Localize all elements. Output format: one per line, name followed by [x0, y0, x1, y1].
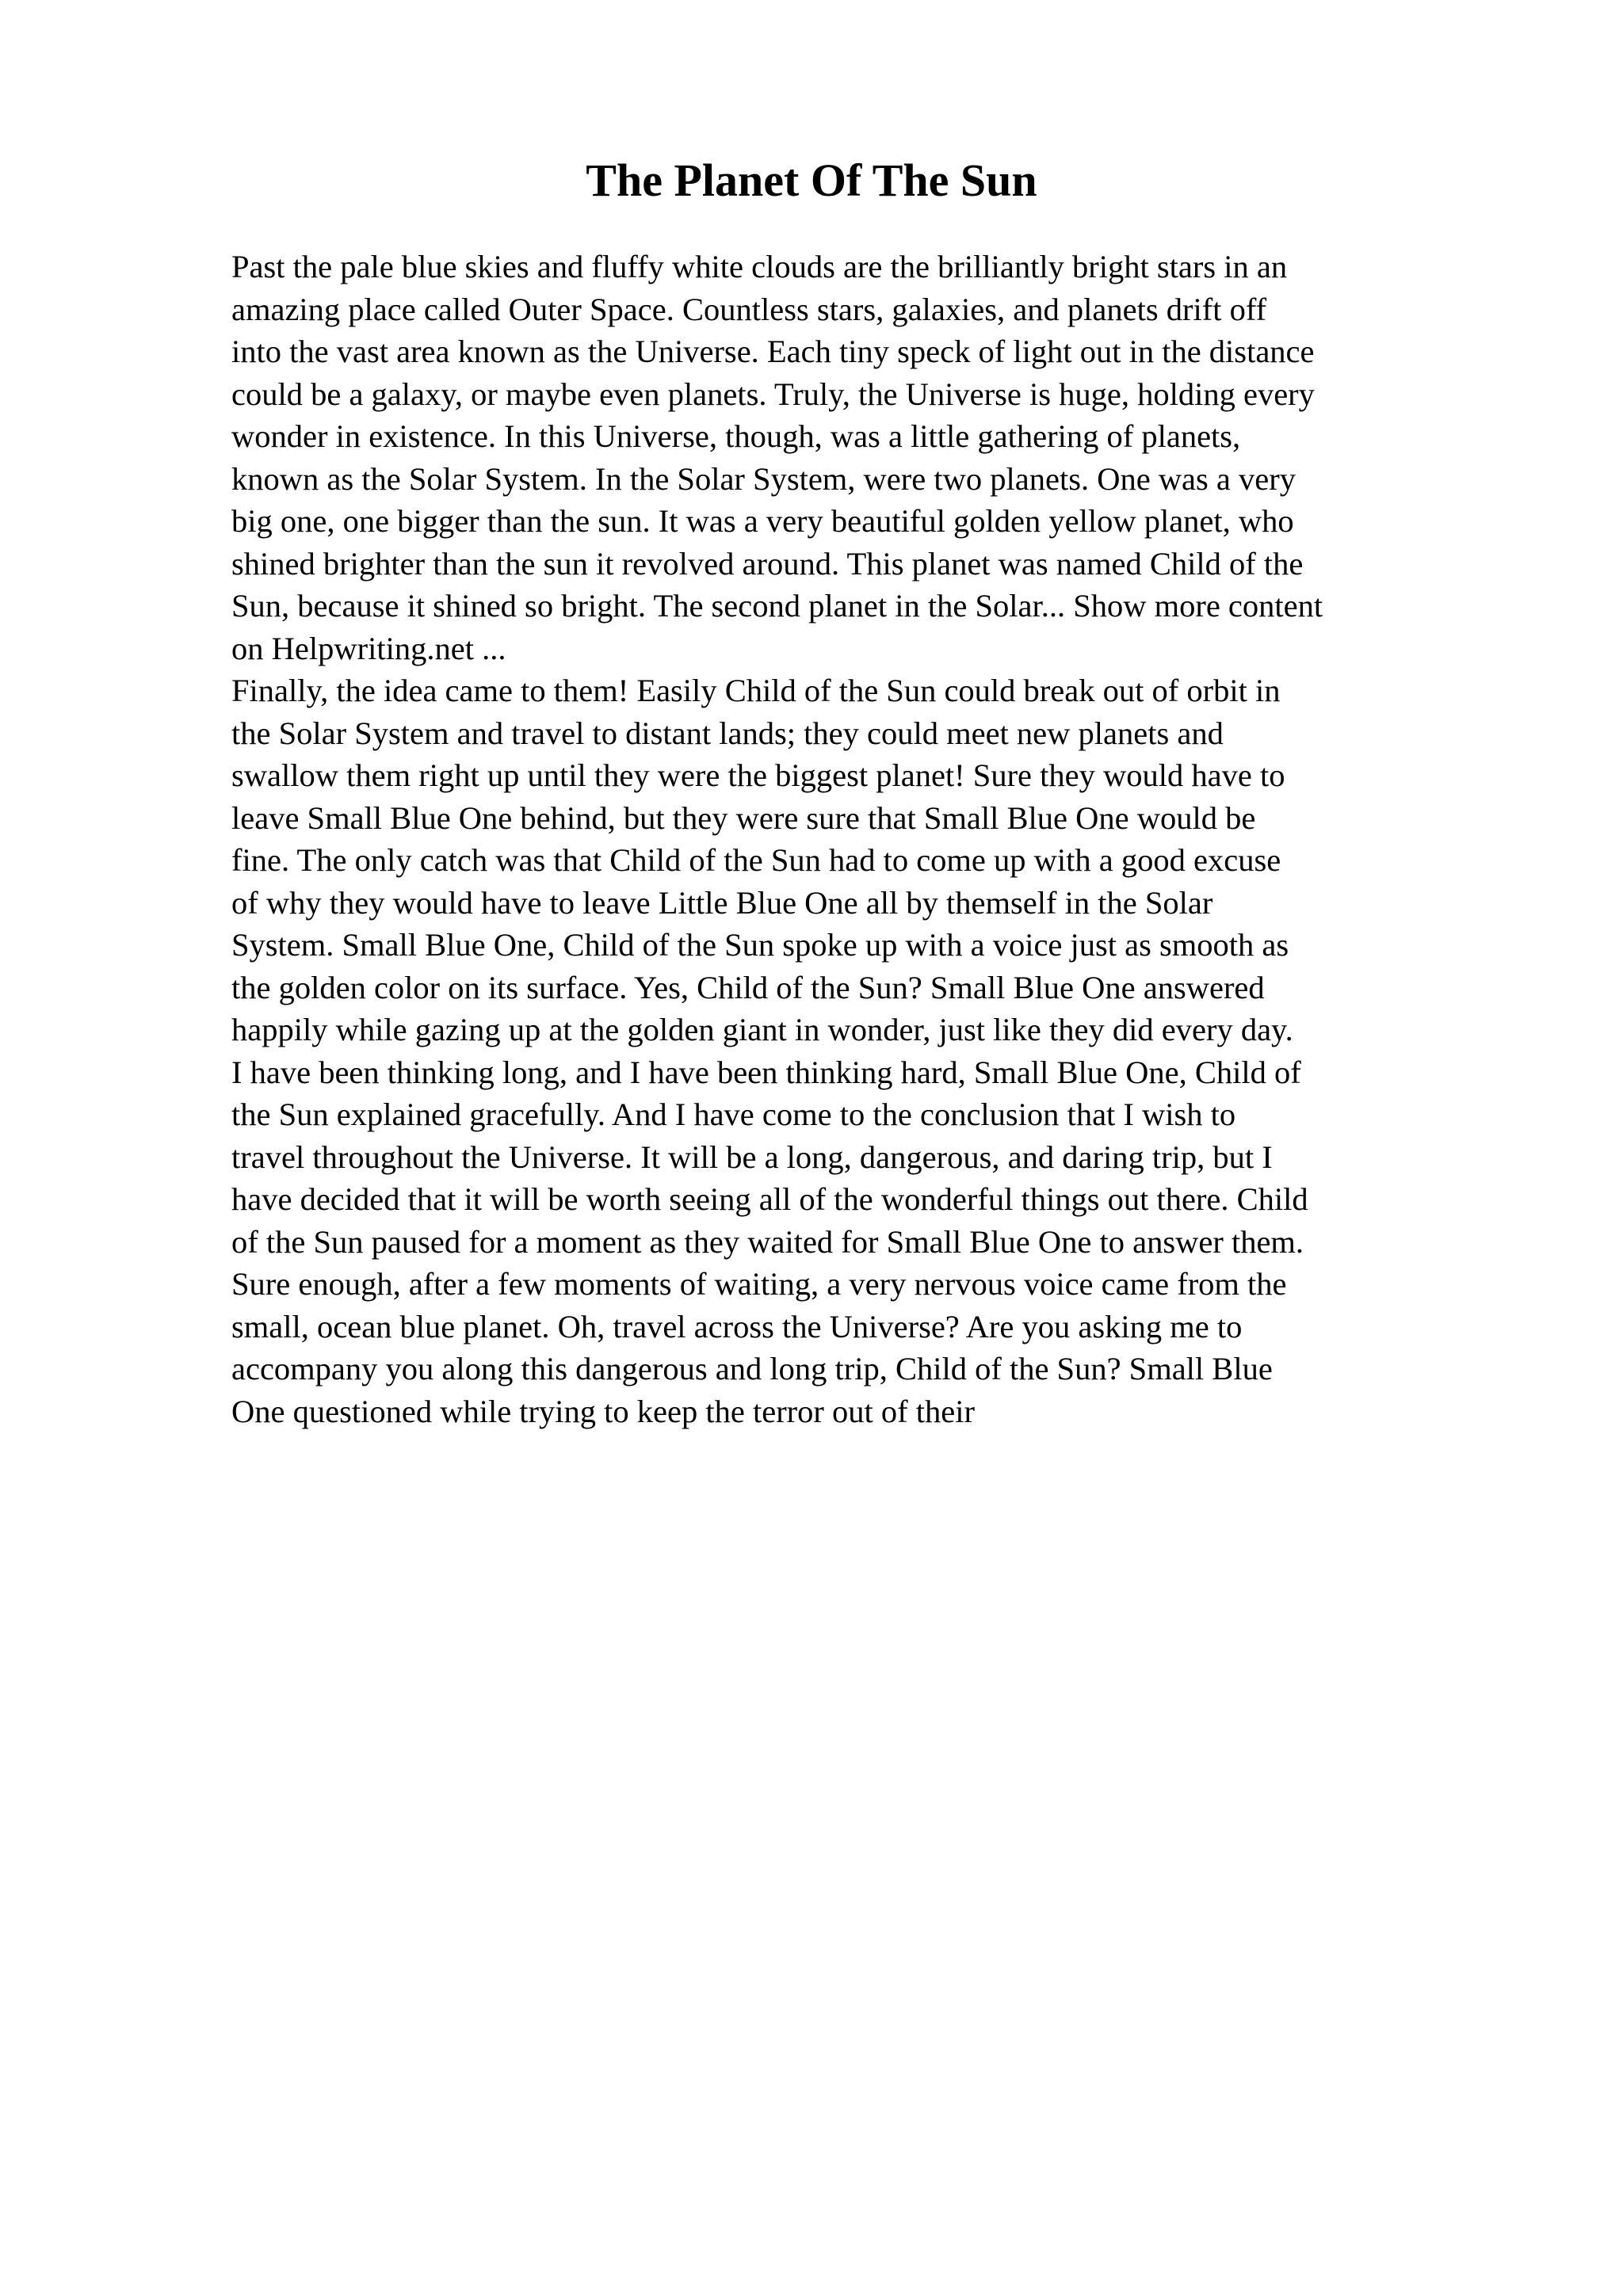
text-line: small, ocean blue planet. Oh, travel across the Universe? Are you asking me to	[231, 1308, 1243, 1344]
text-line: big one, one bigger than the sun. It was a very beautiful golden yellow planet, who	[231, 503, 1294, 539]
text-line: One questioned while trying to keep the terror out of their	[231, 1393, 975, 1429]
text-line: amazing place called Outer Space. Countless stars, galaxies, and planets drift off	[231, 291, 1267, 327]
text-line: Finally, the idea came to them! Easily Child of the Sun could break out of orbit in	[231, 673, 1281, 708]
text-line: System. Small Blue One, Child of the Sun spoke up with a voice just as smooth as	[231, 927, 1289, 963]
text-line: Sure enough, after a few moments of waiting, a very nervous voice came from the	[231, 1266, 1287, 1302]
text-line: fine. The only catch was that Child of the Sun had to come up with a good excuse	[231, 842, 1281, 878]
text-line: happily while gazing up at the golden giant in wonder, just like they did every day.	[231, 1012, 1293, 1047]
text-line: have decided that it will be worth seeing all of the wonderful things out there. Child	[231, 1181, 1308, 1217]
text-line: the Solar System and travel to distant lands; they could meet new planets and	[231, 715, 1224, 751]
text-line: leave Small Blue One behind, but they were sure that Small Blue One would be	[231, 799, 1256, 836]
document-title: The Planet Of The Sun	[586, 154, 1037, 206]
document-body	[231, 246, 1499, 1432]
text-line: travel throughout the Universe. It will be a long, dangerous, and daring trip, but I	[231, 1138, 1273, 1175]
text-line: accompany you along this dangerous and long trip, Child of the Sun? Small Blue	[231, 1351, 1273, 1386]
text-line: of why they would have to leave Little Blue One all by themself in the Solar	[231, 884, 1213, 921]
text-line: of the Sun paused for a moment as they waited for Small Blue One to answer them.	[231, 1223, 1304, 1260]
text-line: shined brighter than the sun it revolved around. This planet was named Child of the	[231, 545, 1304, 582]
text-line: the Sun explained gracefully. And I have come to the conclusion that I wish to	[231, 1097, 1236, 1132]
text-line: known as the Solar System. In the Solar System, were two planets. One was a very	[231, 460, 1296, 497]
text-line: I have been thinking long, and I have been thinking hard, Small Blue One, Child of	[231, 1054, 1301, 1090]
text-line: into the vast area known as the Universe. Each tiny speck of light out in the distance	[231, 334, 1315, 369]
text-line: Sun, because it shined so bright. The second planet in the Solar... Show more content	[231, 588, 1323, 624]
text-line: swallow them right up until they were the biggest planet! Sure they would have to	[231, 757, 1285, 793]
text-line: wonder in existence. In this Universe, though, was a little gathering of planets,	[231, 418, 1241, 454]
text-line: Past the pale blue skies and fluffy white clouds are the brilliantly bright stars in an	[231, 249, 1288, 284]
text-line: on Helpwriting.net ...	[231, 630, 506, 666]
text-line: the golden color on its surface. Yes, Child of the Sun? Small Blue One answered	[231, 969, 1265, 1005]
text-line: could be a galaxy, or maybe even planets. Truly, the Universe is huge, holding every	[231, 376, 1315, 412]
